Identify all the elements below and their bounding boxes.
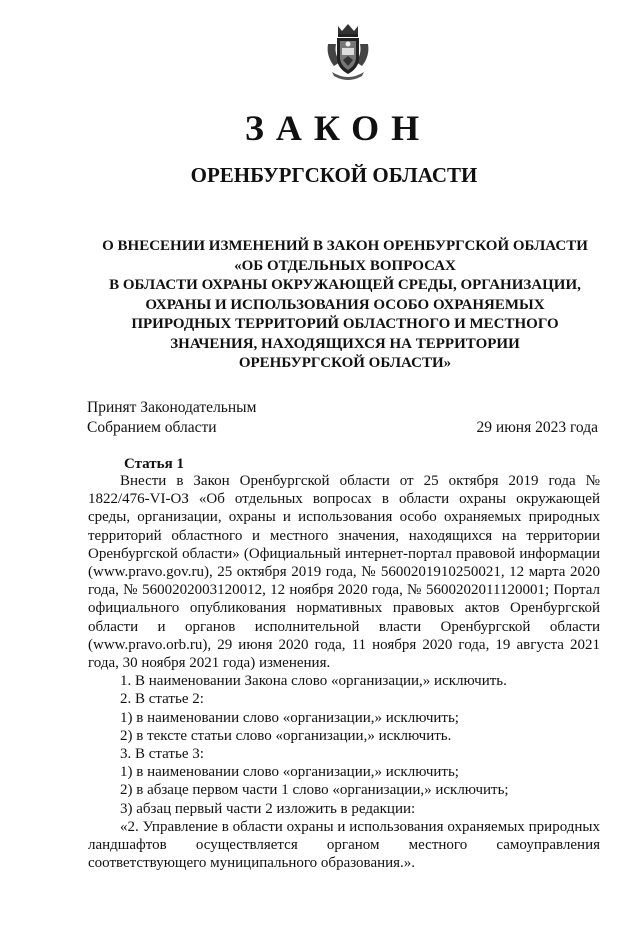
law-heading bbox=[80, 237, 610, 374]
coat-of-arms-icon bbox=[324, 22, 372, 82]
region-title: ОРЕНБУРГСКОЙ ОБЛАСТИ bbox=[190, 163, 478, 187]
article-body bbox=[88, 472, 600, 872]
law-title: ЗАКОН bbox=[244, 108, 432, 148]
list-item: 1) в наименовании слово «организации,» исключить; bbox=[120, 709, 459, 726]
heading-line: ОРЕНБУРГСКОЙ ОБЛАСТИ» bbox=[238, 355, 452, 371]
heading-line: «ОБ ОТДЕЛЬНЫХ ВОПРОСАХ bbox=[234, 257, 456, 274]
list-item: 2) в тексте статьи слово «организации,» исключить. bbox=[120, 727, 452, 744]
article-intro: Внести в Закон Оренбургской области от 25 октября 2019 года № 1822/476-VI-ОЗ «Об отдельных вопросах в области охраны окружающей среды, организации, охраны и использования особо охраняемых природных территорий областного и местного значения, находящихся на территории Оренбургской области» (Официальный интернет-портал правовой информации (www.pravo.gov.ru), 25 октября 2019 года, № 5600201910250021, 12 марта 2020 года, № 5600202003120012, 12 ноября 2020 года, № 5600202011120001; Портал официального опубликования нормативных правовых актов Оренбургской области и органов исполнительной власти Оренбургской области (www.pravo.orb.ru), 29 июня 2020 года, 11 ноября 2020 года, 19 августа 2021 года, 30 ноября 2021 года) изменения. bbox=[88, 473, 600, 672]
adoption-date: 29 июня 2023 года bbox=[476, 419, 598, 436]
list-item: 2) в абзаце первом части 1 слово «организации,» исключить; bbox=[120, 782, 509, 799]
list-item: 1) в наименовании слово «организации,» исключить; bbox=[120, 764, 459, 781]
list-item: 1. В наименовании Закона слово «организации,» исключить. bbox=[120, 673, 507, 690]
heading-line: ОХРАНЫ И ИСПОЛЬЗОВАНИЯ ОСОБО ОХРАНЯЕМЫХ bbox=[145, 296, 545, 313]
heading-line: ЗНАЧЕНИЯ, НАХОДЯЩИХСЯ НА ТЕРРИТОРИИ bbox=[170, 335, 520, 352]
quoted-text: «2. Управление в области охраны и использования охраняемых природных ландшафтов осуществляется органом местного самоуправления соответствующего муниципального образования.». bbox=[88, 818, 600, 872]
list-item: 3) абзац первый части 2 изложить в редакции: bbox=[120, 800, 416, 817]
list-item: 2. В статье 2: bbox=[120, 691, 204, 708]
list-item: 3. В статье 3: bbox=[120, 746, 204, 763]
heading-line: В ОБЛАСТИ ОХРАНЫ ОКРУЖАЮЩЕЙ СРЕДЫ, ОРГАНИЗАЦИИ, bbox=[109, 277, 581, 293]
article-title: Статья 1 bbox=[124, 456, 184, 472]
heading-line: ПРИРОДНЫХ ТЕРРИТОРИЙ ОБЛАСТНОГО И МЕСТНОГО bbox=[131, 316, 559, 332]
adoption-line: Принят Законодательным bbox=[87, 399, 257, 416]
heading-line: О ВНЕСЕНИИ ИЗМЕНЕНИЙ В ЗАКОН ОРЕНБУРГСКОЙ ОБЛАСТИ bbox=[102, 238, 588, 254]
adoption-line: Собранием области bbox=[87, 419, 217, 436]
adoption-body bbox=[87, 398, 256, 438]
